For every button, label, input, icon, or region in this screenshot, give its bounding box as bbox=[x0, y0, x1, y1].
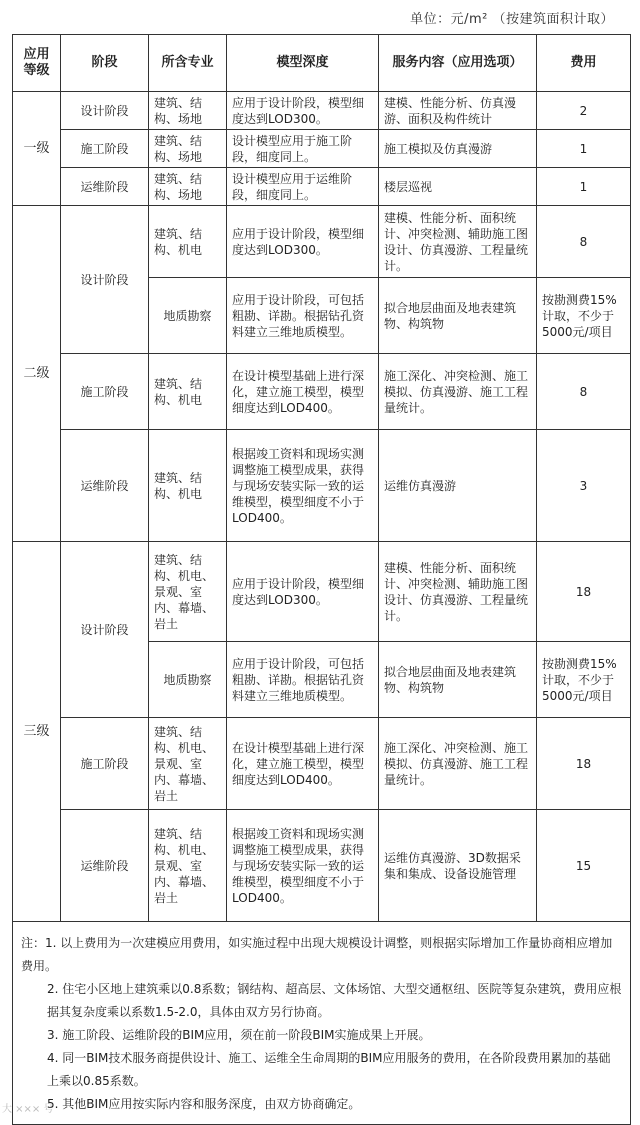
table-row bbox=[13, 810, 631, 922]
service-cell: 建模、性能分析、仿真漫游、面积及构件统计 bbox=[379, 92, 537, 130]
table-row bbox=[13, 718, 631, 810]
depth-cell: 应用于设计阶段，可包括粗勘、详勘。根据钻孔资料建立三维地质模型。 bbox=[227, 278, 379, 354]
table-row bbox=[13, 130, 631, 168]
stage-cell: 施工阶段 bbox=[61, 354, 149, 430]
depth-cell: 在设计模型基础上进行深化，建立施工模型，模型细度达到LOD400。 bbox=[227, 718, 379, 810]
stage-cell: 运维阶段 bbox=[61, 430, 149, 542]
depth-cell: 在设计模型基础上进行深化，建立施工模型，模型细度达到LOD400。 bbox=[227, 354, 379, 430]
table-row bbox=[13, 354, 631, 430]
major-cell: 建筑、结构、机电、景观、室内、幕墙、岩土 bbox=[149, 718, 227, 810]
note-5: 5. 其他BIM应用按实际内容和服务深度，由双方协商确定。 bbox=[47, 1097, 361, 1111]
major-cell: 建筑、结构、机电 bbox=[149, 206, 227, 278]
header-level: 应用等级 bbox=[13, 35, 61, 92]
unit-note: 单位：元/m² （按建筑面积计取） bbox=[410, 12, 614, 27]
stage-cell: 设计阶段 bbox=[61, 206, 149, 354]
service-cell: 施工模拟及仿真漫游 bbox=[379, 130, 537, 168]
major-cell: 地质勘察 bbox=[149, 278, 227, 354]
table-row bbox=[13, 542, 631, 642]
fee-cell: 2 bbox=[537, 92, 631, 130]
stage-cell: 施工阶段 bbox=[61, 130, 149, 168]
service-cell: 拟合地层曲面及地表建筑物、构筑物 bbox=[379, 278, 537, 354]
table-row bbox=[13, 168, 631, 206]
service-cell: 楼层巡视 bbox=[379, 168, 537, 206]
major-cell: 建筑、结构、机电 bbox=[149, 430, 227, 542]
fee-cell: 18 bbox=[537, 542, 631, 642]
service-cell: 运维仿真漫游、3D数据采集和集成、设备设施管理 bbox=[379, 810, 537, 922]
note-4: 4. 同一BIM技术服务商提供设计、施工、运维全生命周期的BIM应用服务的费用，在各阶段费用累加的基础上乘以0.85系数。 bbox=[47, 1051, 611, 1088]
notes-cell bbox=[13, 922, 631, 1125]
major-cell: 建筑、结构、机电、景观、室内、幕墙、岩土 bbox=[149, 810, 227, 922]
note-1: 注：1. 以上费用为一次建模应用费用，如实施过程中出现大规模设计调整，则根据实际增加工作量协商相应增加费用。 bbox=[21, 936, 613, 973]
service-cell: 施工深化、冲突检测、施工模拟、仿真漫游、施工工程量统计。 bbox=[379, 718, 537, 810]
fee-cell: 按勘测费15%计取，不少于5000元/项目 bbox=[537, 278, 631, 354]
service-cell: 建模、性能分析、面积统计、冲突检测、辅助施工图设计、仿真漫游、工程量统计。 bbox=[379, 542, 537, 642]
header-major: 所含专业 bbox=[149, 35, 227, 92]
fee-cell: 按勘测费15%计取，不少于5000元/项目 bbox=[537, 642, 631, 718]
depth-cell: 设计模型应用于施工阶段，细度同上。 bbox=[227, 130, 379, 168]
table-row bbox=[13, 92, 631, 130]
major-cell: 建筑、结构、机电 bbox=[149, 354, 227, 430]
fee-cell: 8 bbox=[537, 206, 631, 278]
depth-cell: 应用于设计阶段，模型细度达到LOD300。 bbox=[227, 542, 379, 642]
fee-cell: 1 bbox=[537, 168, 631, 206]
bim-fee-table bbox=[12, 34, 631, 1125]
table-row bbox=[13, 430, 631, 542]
header-service: 服务内容（应用选项） bbox=[379, 35, 537, 92]
level-cell: 二级 bbox=[13, 206, 61, 542]
stage-cell: 设计阶段 bbox=[61, 542, 149, 718]
stage-cell: 设计阶段 bbox=[61, 92, 149, 130]
fee-cell: 3 bbox=[537, 430, 631, 542]
depth-cell: 设计模型应用于运维阶段，细度同上。 bbox=[227, 168, 379, 206]
service-cell: 拟合地层曲面及地表建筑物、构筑物 bbox=[379, 642, 537, 718]
header-depth: 模型深度 bbox=[227, 35, 379, 92]
service-cell: 运维仿真漫游 bbox=[379, 430, 537, 542]
note-3: 3. 施工阶段、运维阶段的BIM应用，须在前一阶段BIM实施成果上开展。 bbox=[47, 1028, 431, 1042]
fee-cell: 8 bbox=[537, 354, 631, 430]
notes-row bbox=[13, 922, 631, 1125]
stage-cell: 运维阶段 bbox=[61, 168, 149, 206]
depth-cell: 应用于设计阶段，可包括粗勘、详勘。根据钻孔资料建立三维地质模型。 bbox=[227, 642, 379, 718]
table-row bbox=[13, 206, 631, 278]
fee-cell: 1 bbox=[537, 130, 631, 168]
major-cell: 地质勘察 bbox=[149, 642, 227, 718]
stage-cell: 运维阶段 bbox=[61, 810, 149, 922]
depth-cell: 根据竣工资料和现场实测调整施工模型成果，获得与现场安装实际一致的运维模型，模型细度不小于LOD400。 bbox=[227, 810, 379, 922]
header-fee: 费用 bbox=[537, 35, 631, 92]
depth-cell: 应用于设计阶段，模型细度达到LOD300。 bbox=[227, 206, 379, 278]
major-cell: 建筑、结构、场地 bbox=[149, 92, 227, 130]
major-cell: 建筑、结构、机电、景观、室内、幕墙、岩土 bbox=[149, 542, 227, 642]
level-cell: 一级 bbox=[13, 92, 61, 206]
depth-cell: 根据竣工资料和现场实测调整施工模型成果，获得与现场安装实际一致的运维模型，模型细度不小于LOD400。 bbox=[227, 430, 379, 542]
header-stage: 阶段 bbox=[61, 35, 149, 92]
major-cell: 建筑、结构、场地 bbox=[149, 168, 227, 206]
service-cell: 建模、性能分析、面积统计、冲突检测、辅助施工图设计、仿真漫游、工程量统计。 bbox=[379, 206, 537, 278]
note-2: 2. 住宅小区地上建筑乘以0.8系数；钢结构、超高层、文体场馆、大型交通枢纽、医院等复杂建筑，费用应根据其复杂度乘以系数1.5-2.0，具体由双方另行协商。 bbox=[47, 982, 622, 1019]
major-cell: 建筑、结构、场地 bbox=[149, 130, 227, 168]
watermark: 大 ××× 号 bbox=[2, 1104, 54, 1115]
fee-cell: 15 bbox=[537, 810, 631, 922]
stage-cell: 施工阶段 bbox=[61, 718, 149, 810]
depth-cell: 应用于设计阶段，模型细度达到LOD300。 bbox=[227, 92, 379, 130]
level-cell: 三级 bbox=[13, 542, 61, 922]
service-cell: 施工深化、冲突检测、施工模拟、仿真漫游、施工工程量统计。 bbox=[379, 354, 537, 430]
table-header-row bbox=[13, 35, 631, 92]
fee-cell: 18 bbox=[537, 718, 631, 810]
